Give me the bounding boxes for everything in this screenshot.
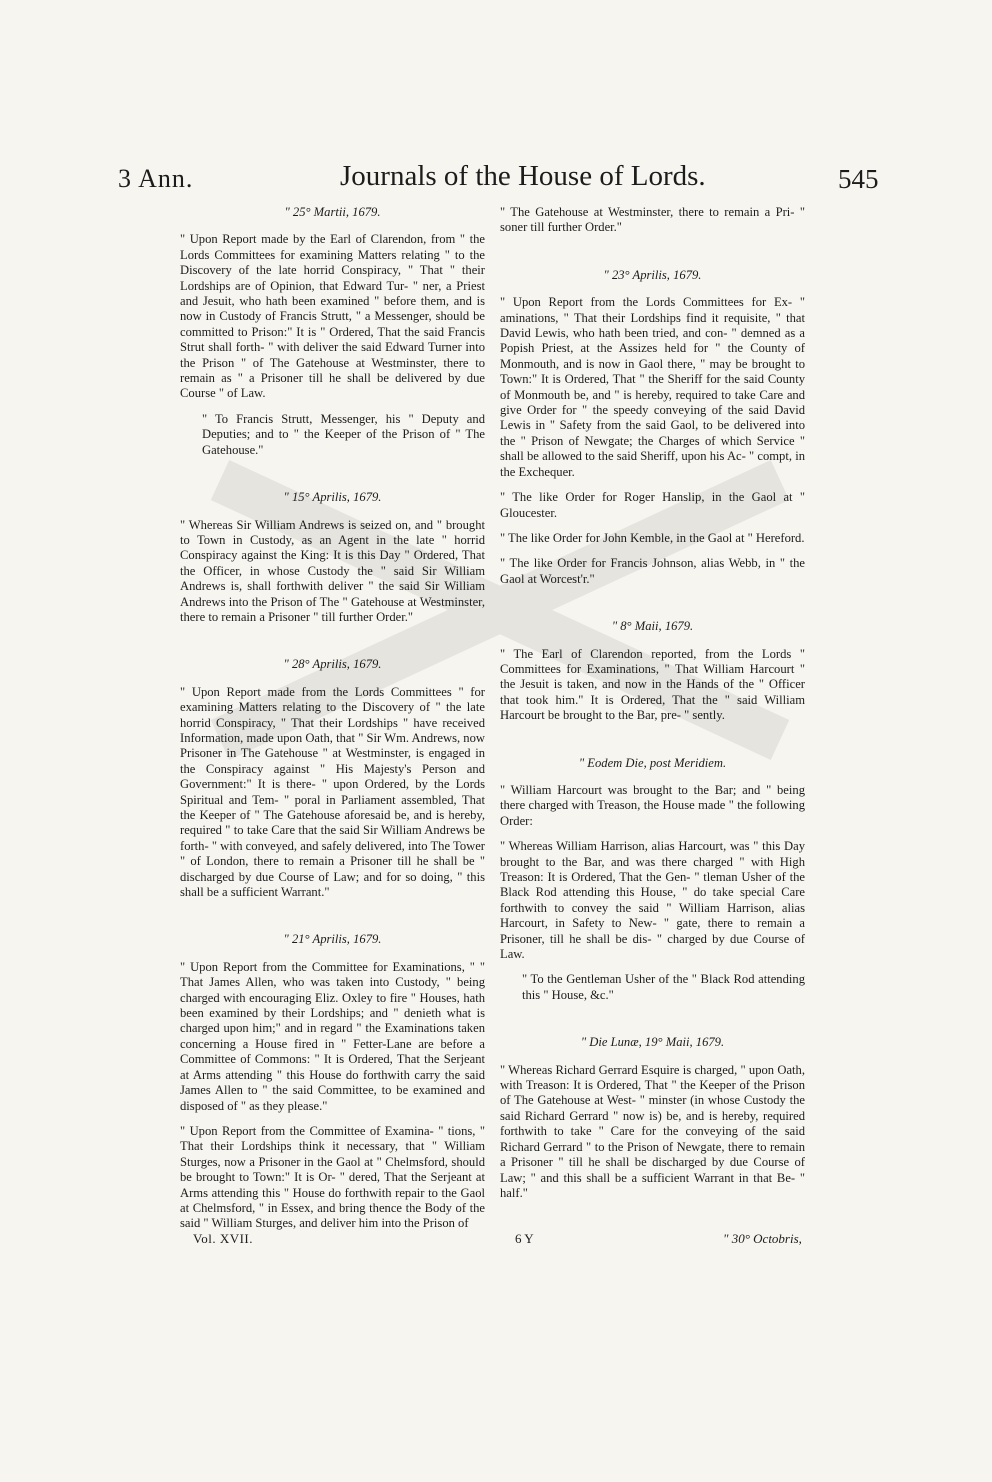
entry-paragraph: " The like Order for Francis Johnson, alias Webb, in " the Gaol at Worcest'r." — [500, 556, 805, 586]
page-number: 545 — [838, 164, 879, 194]
entry-date: " 25° Martii, 1679. — [284, 205, 381, 219]
regnal-year: 3 Ann. — [118, 164, 194, 193]
entry-paragraph: " Upon Report made from the Lords Committees " for examining Matters relating to the Discovery of " the late horrid Conspiracy, " That their Lordships " have received Information, made upon Oath, that " Sir Wm. Andrews, now Prisoner in The Gatehouse " at Westminster, is engaged in the Conspiracy against " His Majesty's Person and Government:" It is there- " upon Ordered, by the Lords Spiritual and Tem- " poral in Parliament assembled, That the Keeper of " The Gatehouse aforesaid be, and is hereby, required " to take Care that the said Sir William Andrews be forth- " with conveyed, and safely delivered, into The Tower " of London, there to remain a Prisoner till he shall be " discharged by due Course of Law; and for so doing, " this shall be a sufficient Warrant." — [180, 684, 485, 900]
entry-paragraph: " Upon Report from the Committee of Examina- " tions, " That their Lordships think it necessary, that " William Sturges, now a Prisoner in the Gaol at " Chelmsford, should be brought to Town:" It is Or- " dered, That the Serjeant at Arms attending this " House do forthwith repair to the Gaol at Chelmsford, " in Essex, and bring thence the Body of the said " William Sturges, and deliver him into the Prison of — [180, 1123, 485, 1231]
entry-date: " 15° Aprilis, 1679. — [283, 490, 382, 505]
entry-paragraph: " The like Order for Roger Hanslip, in the Gaol at " Gloucester. — [500, 490, 805, 520]
entry-address: " To Francis Strutt, Messenger, his " Deputy and Deputies; and to " the Keeper of the Prison of " The Gatehouse." — [202, 411, 485, 457]
right-column — [500, 205, 805, 1211]
entry-date: " Eodem Die, post Meridiem. — [578, 755, 727, 770]
entry-paragraph: " Upon Report from the Committee for Examinations, " " That James Allen, who was taken into Custody, " being charged with encouraging Eliz. Oxley to fire " Houses, hath been examined by their Lordships; and " denieth what is charged upon him;" and in regard " the Examinations taken concerning a House fired in " Fetter-Lane are before a Committee of Commons: " It is Ordered, That the Serjeant at Arms attending " this House do forthwith carry the said James Allen to " the said Committee, to be examined and disposed of " as they please." — [180, 959, 485, 1113]
entry-paragraph: " The Gatehouse at Westminster, there to remain a Pri- " soner till further Order." — [500, 205, 805, 235]
signature-mark: 6 Y — [515, 1231, 534, 1246]
catchword: " 30° Octobris, — [723, 1231, 802, 1246]
entry-date: " 8° Maii, 1679. — [611, 619, 694, 634]
entry-address: " To the Gentleman Usher of the " Black Rod attending this " House, &c." — [522, 972, 805, 1002]
entry-paragraph: " Whereas William Harrison, alias Harcourt, was " this Day brought to the Bar, and was there charged " with High Treason: It is Ordered, That the Gen- " tleman Usher of the Black Rod attending this House, " do take special Care forthwith to convey the said " William Harrison, alias Harcourt, in Safety to New- " gate, there to remain a Prisoner, till he shall be dis- " charged by due Course of Law. — [500, 839, 805, 962]
page-title: Journals of the House of Lords. — [340, 160, 706, 192]
left-column — [180, 205, 485, 1242]
entry-paragraph: " Upon Report made by the Earl of Clarendon, from " the Lords Committees for examining Matters relating " to the Discovery of the late horrid Conspiracy, " That " their Lordships are of Opinion, that Edward Tur- " ner, a Priest and Jesuit, who hath been examined " before them, and is now in Custody of Francis Strutt, " a Messenger, should be committed to Prison:" It is " Ordered, That the said Francis Strut shall forth- " with deliver the said Edward Turner into the Prison " of The Gatehouse at Westminster, there to remain as " a Prisoner till he shall be delivered by due Course " of Law. — [180, 232, 485, 401]
entry-paragraph: " Upon Report from the Lords Committees for Ex- " aminations, " That their Lordships find it requisite, " that David Lewis, who hath been tried, and con- " demned as a Popish Priest, at the Assizes held for " the County of Monmouth, and is now in Gaol there, " may be brought to Town:" It is Ordered, That " the Sheriff for the said County of Monmouth be, and " is hereby, required to take Care and give Order for " the speedy conveying of the said David Lewis in " Safety from the said Gaol, to be delivered into the " Prison of Newgate; the Charges of which Service " shall be allowed to the said Sheriff, upon his Ac- " compt, in the Exchequer. — [500, 295, 805, 479]
entry-paragraph: " The like Order for John Kemble, in the Gaol at " Hereford. — [500, 530, 805, 545]
entry-date: " 28° Aprilis, 1679. — [283, 657, 382, 672]
entry-paragraph: " Whereas Sir William Andrews is seized on, and " brought to Town in Custody, as an Agent in the late " horrid Conspiracy against the King: It is this Day " Ordered, That the Officer, in whose Custody the " said Sir William Andrews is, shall forthwith deliver " the said Sir William Andrews into the Prison of The " Gatehouse at Westminster, there to remain a Prisoner " till further Order." — [180, 517, 485, 624]
volume-label: Vol. XVII. — [193, 1231, 254, 1246]
entry-paragraph: " Whereas Richard Gerrard Esquire is charged, " upon Oath, with Treason: It is Ordered, That " the Keeper of the Prison of The Gatehouse at West- " minster (in whose Custody the said Richard Gerrard " now is) be, and is hereby, required forthwith to take " Care for the conveying of the said Richard Gerrard " to the Prison of Newgate, there to remain a Prisoner " till he shall be discharged by due Course of Law; " and this shall be a sufficient Warrant in that Be- " half." — [500, 1062, 805, 1200]
entry-date: " Die Lunæ, 19° Maii, 1679. — [580, 1035, 725, 1050]
entry-date: " 23° Aprilis, 1679. — [603, 267, 702, 282]
entry-date: " 21° Aprilis, 1679. — [283, 932, 382, 947]
entry-paragraph: " William Harcourt was brought to the Bar; and " being there charged with Treason, the House made " the following Order: — [500, 782, 805, 828]
entry-paragraph: " The Earl of Clarendon reported, from the Lords " Committees for Examinations, " That William Harcourt " the Jesuit is taken, and now in the Hands of the " Officer that took him." It is Ordered, That the " said William Harcourt be brought to the Bar, pre- " sently. — [500, 646, 805, 723]
